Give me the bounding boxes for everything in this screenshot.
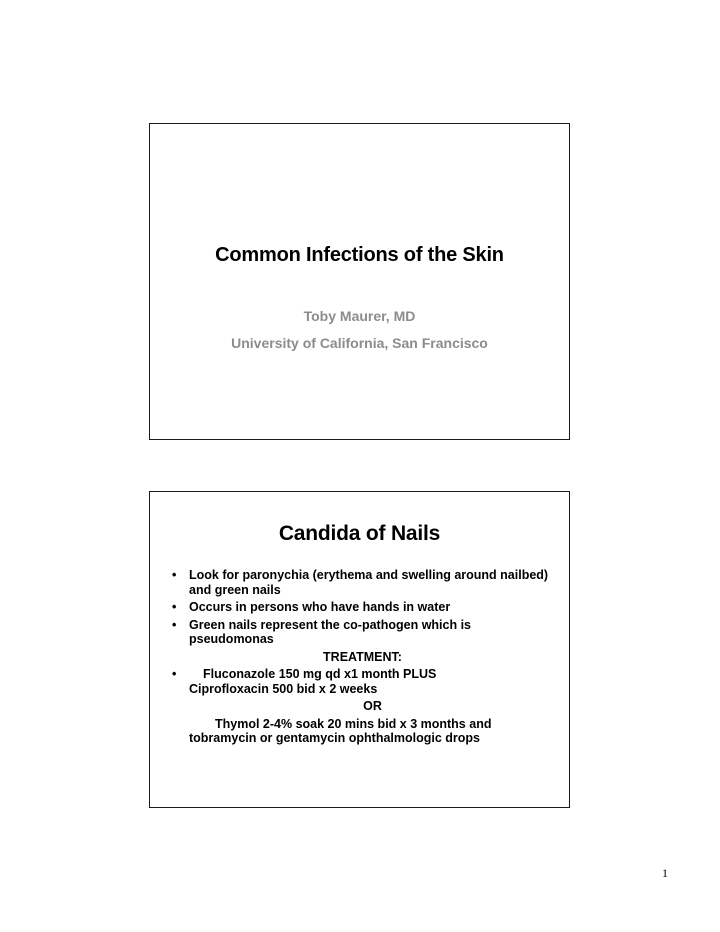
slide-2-body [172,568,553,746]
slide-2 [149,491,570,808]
bullet-icon: • [172,617,177,632]
bullet-text: Green nails represent the co-pathogen which is pseudomonas [189,617,472,646]
slide-1-author: Toby Maurer, MD [303,308,416,324]
bullet-text: Occurs in persons who have hands in water [189,600,451,614]
slide-1 [149,123,570,440]
slide-1-affiliation: University of California, San Francisco [231,335,488,351]
bullet-item [172,618,553,647]
alternative-line-2: tobramycin or gentamycin ophthalmologic drops [189,731,481,745]
bullet-icon: • [172,600,177,614]
treatment-line-1: Fluconazole 150 mg qd x1 month PLUS [203,667,437,681]
page-number: 1 [662,866,668,880]
treatment-line-2: Ciprofloxacin 500 bid x 2 weeks [189,681,378,696]
treatment-item [172,667,553,696]
alternative-line-1: Thymol 2-4% soak 20 mins bid x 3 months and [215,716,492,731]
treatment-heading: TREATMENT: [323,649,402,664]
bullet-icon: • [172,667,177,681]
slide-1-title: Common Infections of the Skin [215,244,504,266]
bullet-item [172,568,553,597]
alternative-treatment [172,717,553,746]
or-label: OR [363,699,382,713]
bullet-text: Look for paronychia (erythema and swelling around nailbed) and green nails [189,568,549,597]
slide-2-title: Candida of Nails [278,522,441,545]
bullet-icon: • [172,568,177,582]
bullet-item [172,600,553,615]
